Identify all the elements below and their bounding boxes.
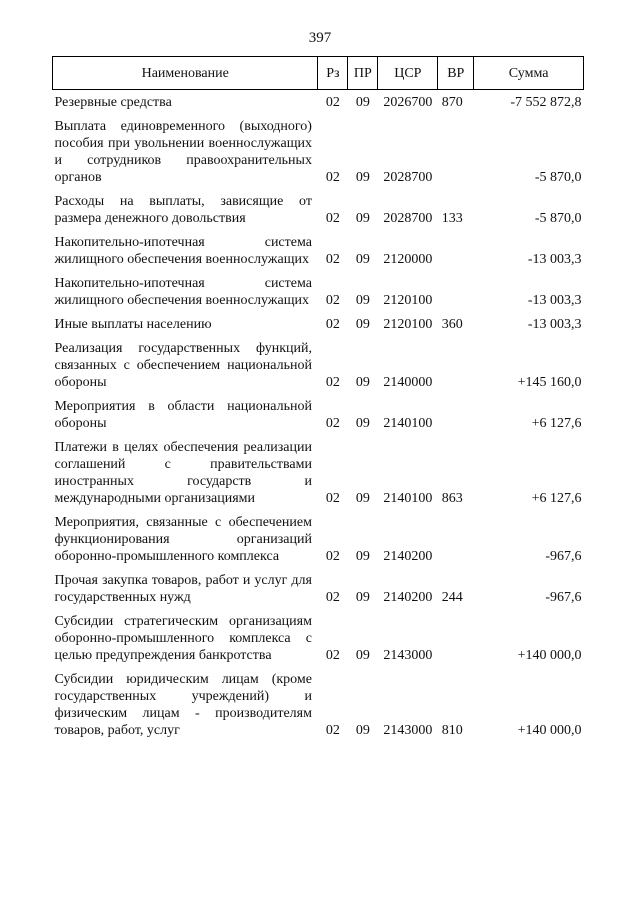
cell-sum: -13 003,3 xyxy=(527,317,582,332)
cell-csr: 2028700 xyxy=(383,211,433,226)
cell-sum: -5 870,0 xyxy=(534,170,582,185)
cell-csr: 2140200 xyxy=(383,590,433,605)
cell-rz: 02 xyxy=(325,293,340,308)
cell-csr: 2143000 xyxy=(383,648,433,663)
table-row xyxy=(53,391,584,432)
cell-name: Резервные средства xyxy=(54,95,172,110)
cell-rz: 02 xyxy=(325,491,340,506)
cell-sum: -5 870,0 xyxy=(534,211,582,226)
cell-rz: 02 xyxy=(325,416,340,431)
cell-vr xyxy=(438,227,474,268)
cell-pr: 09 xyxy=(355,293,370,308)
header-pr: ПР xyxy=(348,57,378,90)
cell-name: Мероприятия, связанные с обеспечением функционирования организаций оборонно-промышленного комплекса xyxy=(54,515,312,564)
cell-sum: +140 000,0 xyxy=(517,648,582,663)
cell-vr: 810 xyxy=(441,723,463,738)
table-row xyxy=(53,309,584,333)
cell-name: Субсидии стратегическим организациям оборонно-промышленного комплекса с целью предупреждения банкротства xyxy=(54,614,312,663)
cell-vr xyxy=(438,606,474,664)
cell-vr: 133 xyxy=(441,211,463,226)
cell-rz: 02 xyxy=(325,648,340,663)
cell-pr: 09 xyxy=(355,491,370,506)
cell-sum: -967,6 xyxy=(545,549,582,564)
cell-pr: 09 xyxy=(355,95,370,110)
cell-pr: 09 xyxy=(355,416,370,431)
cell-csr: 2120000 xyxy=(383,252,433,267)
cell-rz: 02 xyxy=(325,252,340,267)
cell-csr: 2140200 xyxy=(383,549,433,564)
cell-pr: 09 xyxy=(355,590,370,605)
cell-sum: +140 000,0 xyxy=(517,723,582,738)
table-row xyxy=(53,186,584,227)
header-name: Наименование xyxy=(53,57,318,90)
cell-pr: 09 xyxy=(355,648,370,663)
table-row xyxy=(53,606,584,664)
cell-name: Выплата единовременного (выходного) пособия при увольнении военнослужащих и сотрудников правоохранительных органов xyxy=(54,119,312,185)
cell-pr: 09 xyxy=(355,252,370,267)
cell-name: Расходы на выплаты, зависящие от размера денежного довольствия xyxy=(54,194,312,226)
header-vr: ВР xyxy=(438,57,474,90)
cell-rz: 02 xyxy=(325,317,340,332)
table-row xyxy=(53,664,584,739)
table-row xyxy=(53,227,584,268)
cell-csr: 2120100 xyxy=(383,293,433,308)
cell-csr: 2140100 xyxy=(383,416,433,431)
cell-csr: 2143000 xyxy=(383,723,433,738)
cell-name: Иные выплаты населению xyxy=(54,317,212,332)
cell-csr: 2026700 xyxy=(383,95,433,110)
table-row xyxy=(53,333,584,391)
cell-rz: 02 xyxy=(325,723,340,738)
cell-vr xyxy=(438,507,474,565)
cell-vr xyxy=(438,268,474,309)
cell-csr: 2140000 xyxy=(383,375,433,390)
cell-pr: 09 xyxy=(355,170,370,185)
table-row xyxy=(53,432,584,507)
cell-rz: 02 xyxy=(325,590,340,605)
cell-vr: 360 xyxy=(441,317,463,332)
cell-rz: 02 xyxy=(325,549,340,564)
table-row xyxy=(53,507,584,565)
cell-name: Платежи в целях обеспечения реализации соглашений с правительствами иностранных государств и международными организациями xyxy=(54,440,312,506)
table-body xyxy=(53,90,584,740)
cell-name: Субсидии юридическим лицам (кроме государственных учреждений) и физическим лицам - производителям товаров, работ, услуг xyxy=(54,672,312,738)
cell-sum: +6 127,6 xyxy=(531,416,582,431)
cell-rz: 02 xyxy=(325,95,340,110)
cell-sum: +145 160,0 xyxy=(517,375,582,390)
cell-vr xyxy=(438,333,474,391)
cell-name: Мероприятия в области национальной обороны xyxy=(54,399,312,431)
cell-pr: 09 xyxy=(355,375,370,390)
budget-table xyxy=(52,56,584,739)
header-csr: ЦСР xyxy=(378,57,438,90)
cell-name: Накопительно-ипотечная система жилищного обеспечения военнослужащих xyxy=(54,235,312,267)
cell-pr: 09 xyxy=(355,549,370,564)
cell-vr xyxy=(438,391,474,432)
header-rz: Рз xyxy=(318,57,348,90)
cell-vr: 870 xyxy=(441,95,463,110)
cell-csr: 2028700 xyxy=(383,170,433,185)
cell-csr: 2140100 xyxy=(383,491,433,506)
cell-sum: -13 003,3 xyxy=(527,252,582,267)
table-row xyxy=(53,565,584,606)
page-number: 397 xyxy=(308,30,332,46)
cell-rz: 02 xyxy=(325,170,340,185)
cell-csr: 2120100 xyxy=(383,317,433,332)
cell-pr: 09 xyxy=(355,723,370,738)
cell-rz: 02 xyxy=(325,375,340,390)
cell-name: Накопительно-ипотечная система жилищного обеспечения военнослужащих xyxy=(54,276,312,308)
cell-pr: 09 xyxy=(355,317,370,332)
cell-pr: 09 xyxy=(355,211,370,226)
cell-sum: -7 552 872,8 xyxy=(510,95,582,110)
table-row xyxy=(53,90,584,112)
cell-vr: 863 xyxy=(441,491,463,506)
cell-vr: 244 xyxy=(441,590,463,605)
table-header xyxy=(53,57,584,90)
cell-sum: +6 127,6 xyxy=(531,491,582,506)
table-row xyxy=(53,111,584,186)
header-sum: Сумма xyxy=(474,57,584,90)
cell-rz: 02 xyxy=(325,211,340,226)
cell-vr xyxy=(438,111,474,186)
cell-name: Прочая закупка товаров, работ и услуг для государственных нужд xyxy=(54,573,312,605)
cell-name: Реализация государственных функций, связанных с обеспечением национальной обороны xyxy=(54,341,312,390)
cell-sum: -13 003,3 xyxy=(527,293,582,308)
table-row xyxy=(53,268,584,309)
cell-sum: -967,6 xyxy=(545,590,582,605)
